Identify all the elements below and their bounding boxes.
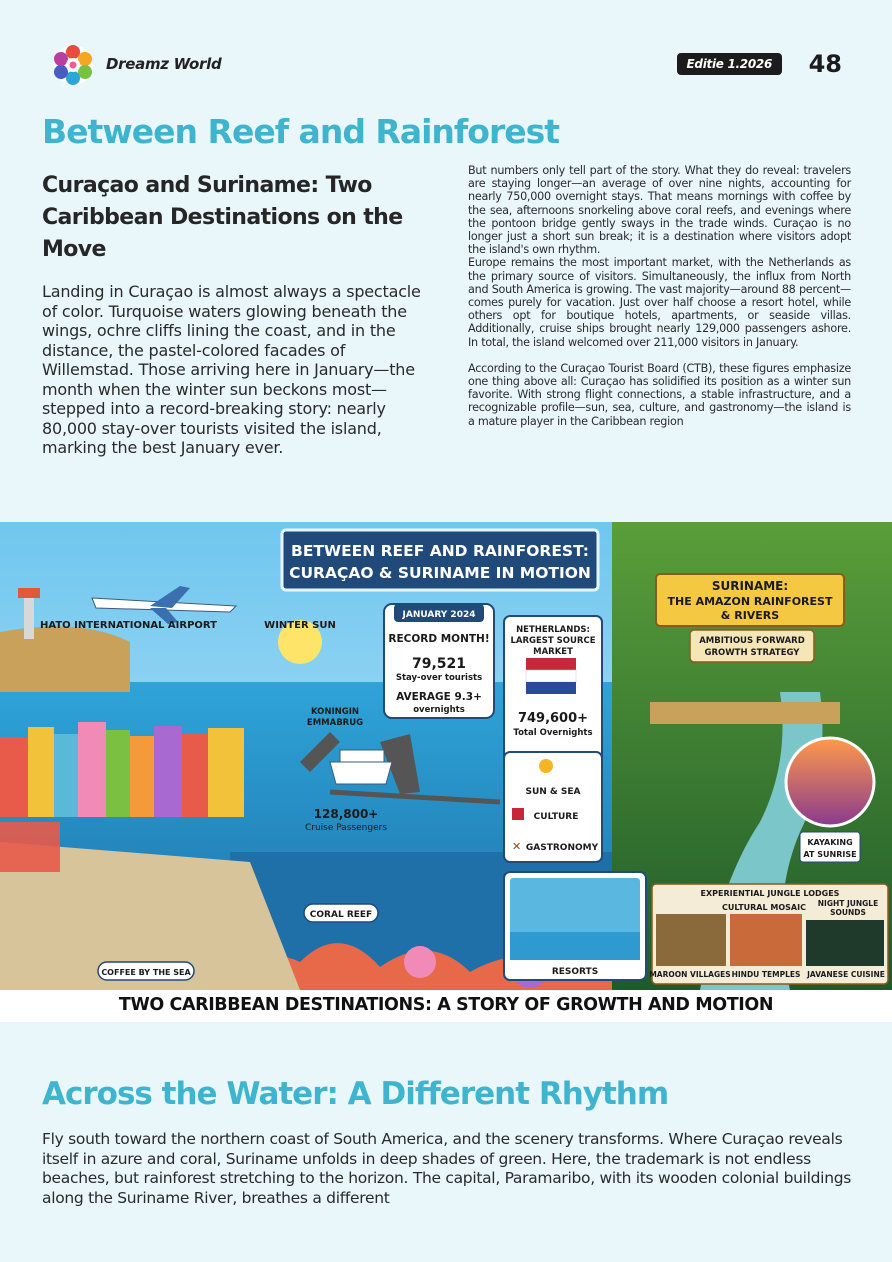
page-header [52, 44, 842, 86]
coral-reef-label: CORAL REEF [309, 910, 373, 920]
cruise-label: Cruise Passengers [304, 823, 388, 833]
suriname-title: & RIVERS [720, 609, 780, 622]
edition-badge: Editie 1.2026 [677, 53, 782, 75]
column-paragraph: Europe remains the most important market, with the Netherlands as the primary source of visitors. Simultaneously, the influx from North and South America is growing. The vast majority—around 88 percent—comes purely for vacation. Just over half choose a resort hotel, while others opt for boutique hotels, apartments, or seaside villas. Additionally, cruise ships brought nearly 129,000 passengers ashore. In total, the island welcomed over 211,000 visitors in January. [468, 256, 851, 349]
suriname-title: SURINAME: [711, 579, 789, 593]
culture-icon [512, 808, 524, 820]
utensils-icon: ✕ [512, 840, 522, 853]
maroon-label: MAROON VILLAGES [649, 970, 731, 979]
average-value: AVERAGE 9.3+ [396, 691, 482, 703]
profile-food: GASTRONOMY [525, 843, 599, 853]
banner-line: BETWEEN REEF AND RAINFOREST: [291, 542, 589, 560]
night-label: NIGHT JUNGLE [817, 899, 879, 908]
cruise-value: 128,800+ [313, 807, 379, 821]
bridge-label: EMMABRUG [306, 718, 364, 728]
column-paragraph: But numbers only tell part of the story. What they do reveal: travelers are staying longer—an average of over nine nights, accounting for nearly 750,000 overnight stays. That means mornings with coffee by the sea, afternoons snorkeling above coral reefs, and evenings where the pontoon bridge gently sways in the trade winds. Curaçao is no longer just a short sun break; it is a destination where visitors adopt the island's own rhythm. [468, 164, 851, 257]
strategy-label: AMBITIOUS FORWARD [699, 636, 805, 646]
profile-culture: CULTURE [533, 812, 579, 822]
resorts-label: RESORTS [551, 967, 599, 977]
netherlands-flag-icon [526, 658, 576, 694]
lead-paragraph: Landing in Curaçao is almost always a spectacle of color. Turquoise waters glowing beneath the wings, ochre cliffs lining the coast, and in the distance, the pastel-colored facades of Willemstad. Those arriving here in January—the month when the winter sun beckons most—stepped into a record-breaking story: nearly 80,000 stay-over tourists visited the island, marking the best January ever. [42, 282, 421, 457]
overnights-value: 749,600+ [517, 711, 589, 726]
page-number: 48 [808, 50, 842, 78]
overnights-label: Total Overnights [513, 728, 593, 738]
month-tag: JANUARY 2024 [402, 610, 476, 620]
willemstad-houses [0, 722, 244, 817]
hindu-temple-image [730, 914, 802, 966]
airport-label: HATO INTERNATIONAL AIRPORT [40, 620, 217, 631]
hindu-label: HINDU TEMPLES [731, 970, 801, 979]
stayover-label: Stay-over tourists [395, 673, 483, 683]
dreamz-world-logo [52, 44, 94, 86]
article-subtitle: Curaçao and Suriname: Two Caribbean Destinations on the Move [42, 173, 403, 262]
nl-label: LARGEST SOURCE [510, 636, 596, 646]
brand-name: Dreamz World [106, 55, 222, 73]
strategy-label: GROWTH STRATEGY [704, 648, 800, 658]
mosaic-label: CULTURAL MOSAIC [722, 903, 806, 912]
profile-sun: SUN & SEA [525, 787, 581, 797]
suriname-title: THE AMAZON RAINFOREST [667, 595, 833, 608]
night-label: SOUNDS [830, 908, 866, 917]
coffee-label: COFFEE BY THE SEA [101, 968, 191, 977]
maroon-village-image [656, 914, 726, 966]
kayak-label: AT SUNRISE [803, 850, 857, 859]
section-paragraph: Fly south toward the northern coast of South America, and the scenery transforms. Where Curaçao reveals itself in azure and coral, Suriname unfolds in deep shades of green. Here, the trademark is not endless beaches, but rainforest stretching to the horizon. The capital, Paramaribo, with its wooden colonial buildings along the Suriname River, breathes a different [42, 1130, 852, 1207]
record-label: RECORD MONTH! [388, 633, 490, 645]
section-title: Across the Water: A Different Rhythm [42, 1076, 669, 1112]
nl-label: NETHERLANDS: [516, 625, 590, 635]
article-title: Between Reef and Rainforest [42, 112, 560, 151]
average-label: overnights [413, 705, 465, 715]
night-jungle-image [806, 920, 884, 966]
column-paragraph: According to the Curaçao Tourist Board (CTB), these figures emphasize one thing above all: Curaçao has solidified its position as a winter sun favorite. With strong flight connections, a stable infrastructure, and a recognizable profile—sun, sea, culture, and gastronomy—the island is a mature player in the Caribbean region [468, 361, 851, 428]
banner-line: CURAÇAO & SURINAME IN MOTION [289, 564, 591, 582]
right-column [468, 164, 851, 428]
lodges-label: EXPERIENTIAL JUNGLE LODGES [700, 889, 840, 898]
infographic-caption: TWO CARIBBEAN DESTINATIONS: A STORY OF GROWTH AND MOTION [118, 995, 774, 1015]
nl-label: MARKET [533, 647, 573, 657]
infographic-caption-strip [0, 990, 892, 1022]
winter-sun-label: WINTER SUN [264, 620, 336, 631]
kayak-label: KAYAKING [807, 838, 853, 847]
stayover-value: 79,521 [411, 656, 467, 672]
sun-sea-icon [539, 759, 553, 773]
javanese-label: JAVANESE CUISINE [807, 970, 885, 979]
infographic-image [0, 522, 892, 990]
bridge-label: KONINGIN [310, 707, 360, 717]
kayaking-image [786, 738, 874, 826]
